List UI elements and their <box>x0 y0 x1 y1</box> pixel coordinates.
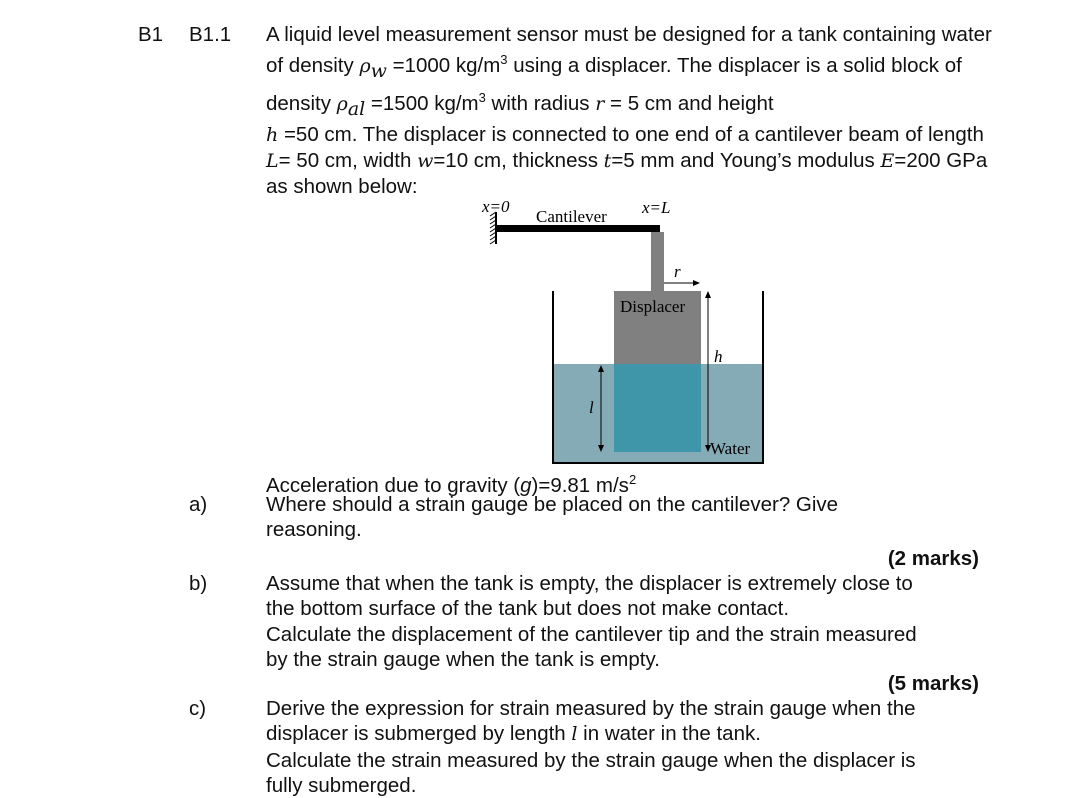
r-label: r <box>674 262 681 281</box>
part-c-text: Derive the expression for strain measured by the strain gauge when the displacer is submerged by length l in water in the tank. Calculate the strain measured by the strain gauge when the displacer is fully submerged. <box>266 697 916 797</box>
question-number: B1 <box>138 23 164 46</box>
cantilever-beam <box>497 225 660 232</box>
h-arrowhead-top <box>705 291 711 298</box>
gravity-statement: Acceleration due to gravity (g)=9.81 $m/s^2$ <box>266 472 637 497</box>
x0-label: x=0 <box>482 197 510 216</box>
h-label: h <box>714 347 723 366</box>
xL-label: x=L <box>642 198 671 217</box>
water-label: Water <box>710 439 751 458</box>
question-intro: A liquid level measurement sensor must be designed for a tank containing water of density $\rho_w =1000$ $kg/m^3$ using a displacer. The displacer is a solid block of density $\rho_{al} =1500$ $kg/m^3$ with radius r = 5 cm and height h =50 cm. The displacer is connected to one end of a cantilever beam of length L= 50 cm, width w=10 cm, thickness t=5 mm and Young’s modulus E=200 GPa as shown below: <box>266 23 992 199</box>
part-a-text: Where should a strain gauge be placed on the cantilever? Give reasoning. <box>266 493 839 542</box>
displacer-diagram <box>470 190 780 470</box>
part-b-text: Assume that when the tank is empty, the displacer is extremely close to the bottom surface of the tank but does not make contact. Calculate the displacement of the cantilever tip and the strain measured by the strain gauge when the tank is empty. <box>266 572 917 671</box>
sub-question-number: B1.1 <box>189 23 232 46</box>
displacer-submerged <box>614 364 701 452</box>
part-b-marks: (5 marks) <box>887 672 979 695</box>
displacer-rod <box>651 232 664 291</box>
r-arrowhead <box>693 280 700 286</box>
cantilever-label: Cantilever <box>536 207 607 226</box>
l-label: l <box>589 398 594 417</box>
part-b-label: b) <box>189 572 208 595</box>
part-c-label: c) <box>189 697 207 720</box>
fixed-support <box>490 212 496 244</box>
part-a-label: a) <box>189 493 208 516</box>
displacer-label: Displacer <box>620 297 686 316</box>
part-a-marks: (2 marks) <box>887 547 979 570</box>
